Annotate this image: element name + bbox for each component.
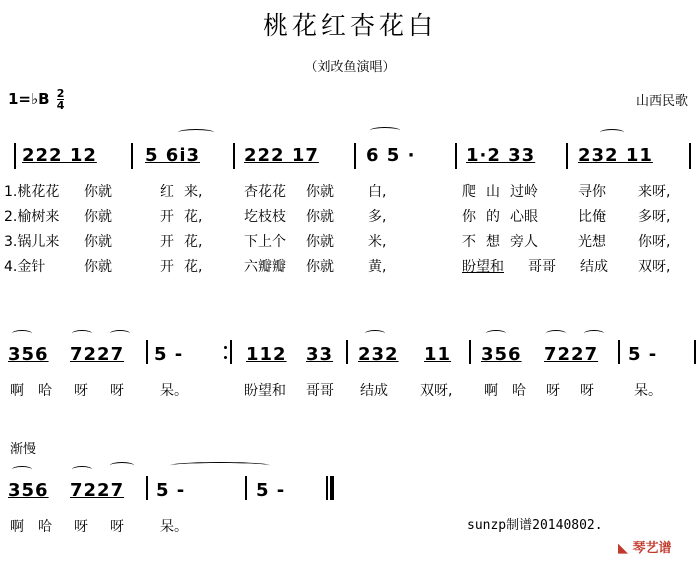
lyric-word: 你呀,: [638, 234, 671, 250]
measure-notes: 1·2 33: [466, 145, 536, 166]
performer-credit: （刘改鱼演唱）: [304, 60, 396, 75]
final-barline-thick: [330, 476, 334, 500]
lyric-word: 结成: [360, 383, 388, 399]
lyric-word: 多,: [368, 209, 387, 225]
barline: [233, 143, 235, 169]
barline: [469, 340, 471, 364]
lyric-word: 哈: [38, 383, 52, 399]
lyric-word: 3.锅儿来: [4, 234, 60, 250]
lyric-word: 你: [462, 209, 476, 225]
lyric-word: 4.金针: [4, 259, 46, 275]
lyric-word: 呀: [74, 519, 88, 535]
lyric-word: 旁人: [510, 234, 538, 250]
lyric-word: 的: [486, 209, 500, 225]
lyric-word: 白,: [368, 184, 387, 200]
lyric-word: 多呀,: [638, 209, 671, 225]
measure-notes: 5 -: [154, 344, 184, 365]
lyric-word: 光想: [578, 234, 606, 250]
barline: [146, 476, 148, 500]
lyric-word: 你就: [84, 259, 112, 275]
measure-notes: 11: [424, 344, 452, 365]
measure-notes: 5 -: [628, 344, 658, 365]
lyric-word: 过岭: [510, 184, 538, 200]
lyric-word: 你就: [306, 184, 334, 200]
lyric-word: 呆。: [634, 383, 662, 399]
lyric-word: 你就: [84, 209, 112, 225]
lyric-word: 呆。: [160, 383, 188, 399]
lyric-word: 呀: [74, 383, 88, 399]
lyric-word: 来呀,: [638, 184, 671, 200]
lyric-word: 2.榆树来: [4, 209, 60, 225]
lyric-word: 你就: [84, 184, 112, 200]
song-title: 桃花红杏花白: [262, 11, 437, 40]
lyric-word: 呀: [110, 519, 124, 535]
lyric-word: 下上个: [244, 234, 286, 250]
slur-mark: [584, 330, 604, 337]
measure-notes: 356: [481, 344, 522, 365]
slur-mark: [546, 330, 566, 337]
lyric-word: 结成: [580, 259, 608, 275]
barline: [455, 143, 457, 169]
song-origin: 山西民歌: [635, 94, 688, 109]
slur-mark: [110, 330, 130, 337]
site-logo: [618, 537, 672, 556]
time-top: 2: [56, 87, 65, 100]
barline: [346, 340, 348, 364]
barline: [14, 143, 16, 169]
lyric-word: 黄,: [368, 259, 387, 275]
slur-mark: [12, 330, 32, 337]
measure-notes: 356: [8, 344, 49, 365]
slur-mark: [370, 127, 400, 134]
lyric-word: 寻你: [578, 184, 606, 200]
barline: [689, 143, 691, 169]
measure-notes: 5 -: [256, 480, 286, 501]
lyric-word: 呀: [110, 383, 124, 399]
lyric-word: 想: [486, 234, 500, 250]
lyric-word: 哥哥: [528, 259, 556, 275]
measure-notes: 356: [8, 480, 49, 501]
lyric-word: 杏花花: [244, 184, 286, 200]
final-barline-thin: [326, 476, 328, 500]
lyric-word: 开: [160, 234, 174, 250]
measure-notes: 7227: [70, 344, 125, 365]
lyric-word: 圪枝枝: [244, 209, 286, 225]
measure-notes: 7227: [70, 480, 125, 501]
measure-notes: 232 11: [578, 145, 653, 166]
lyric-word: 呀: [580, 383, 594, 399]
slur-mark: [12, 466, 32, 473]
measure-notes: 222 17: [244, 145, 319, 166]
measure-notes: 232: [358, 344, 399, 365]
lyric-word: 花,: [184, 234, 203, 250]
lyric-word: 盼望和: [462, 259, 504, 275]
slur-mark: [72, 330, 92, 337]
measure-notes: 5 -: [156, 480, 186, 501]
slur-mark: [72, 466, 92, 473]
lyric-word: 开: [160, 259, 174, 275]
barline: [566, 143, 568, 169]
lyric-word: 比俺: [578, 209, 606, 225]
lyric-word: 山: [486, 184, 500, 200]
barline: [146, 340, 148, 364]
slur-mark: [600, 129, 624, 136]
slur-mark: [110, 462, 134, 469]
lyric-word: 心眼: [510, 209, 538, 225]
time-bottom: 4: [56, 99, 65, 112]
slur-mark: [486, 330, 506, 337]
slur-mark: [178, 129, 214, 136]
lyric-word: 你就: [306, 234, 334, 250]
lyric-word: 啊: [10, 519, 24, 535]
time-signature: [57, 88, 65, 111]
repeat-barline: [230, 340, 232, 364]
lyric-word: 啊: [10, 383, 24, 399]
lyric-word: 呀: [546, 383, 560, 399]
lyric-word: 不: [462, 234, 476, 250]
barline: [245, 476, 247, 500]
barline: [354, 143, 356, 169]
lyric-word: 呆。: [160, 519, 188, 535]
lyric-word: 双呀,: [420, 383, 453, 399]
lyric-word: 开: [160, 209, 174, 225]
lyric-word: 你就: [84, 234, 112, 250]
lyric-word: 爬: [462, 184, 476, 200]
lyric-word: 哈: [38, 519, 52, 535]
lyric-word: 1.桃花花: [4, 184, 60, 200]
measure-notes: 6 5 ·: [366, 145, 416, 166]
logo-icon: ◣: [618, 541, 633, 556]
lyric-word: 哥哥: [306, 383, 334, 399]
barline: [131, 143, 133, 169]
measure-notes: 7227: [544, 344, 599, 365]
lyric-word: 米,: [368, 234, 387, 250]
barline: [694, 340, 696, 364]
lyric-word: 你就: [306, 259, 334, 275]
lyric-word: 盼望和: [244, 383, 286, 399]
repeat-dot: [224, 356, 227, 359]
lyric-word: 花,: [184, 259, 203, 275]
key-signature: [8, 88, 64, 111]
lyric-word: 啊: [484, 383, 498, 399]
logo-text: 琴艺谱: [632, 541, 672, 556]
measure-notes: 33: [306, 344, 334, 365]
lyric-word: 六瓣瓣: [244, 259, 286, 275]
tie-mark: [170, 462, 270, 469]
measure-notes: 112: [246, 344, 287, 365]
key-label: 1=♭B: [8, 90, 50, 108]
repeat-dot: [224, 346, 227, 349]
lyric-word: 红: [160, 184, 174, 200]
lyric-word: 你就: [306, 209, 334, 225]
measure-notes: 5 6i3: [145, 145, 201, 166]
lyric-word: 来,: [184, 184, 203, 200]
slur-mark: [365, 330, 385, 337]
tempo-mark: 渐慢: [10, 442, 37, 457]
transcriber-credit: sunzp制谱20140802.: [467, 518, 603, 533]
barline: [618, 340, 620, 364]
lyric-word: 花,: [184, 209, 203, 225]
lyric-word: 哈: [512, 383, 526, 399]
measure-notes: 222 12: [22, 145, 97, 166]
lyric-word: 双呀,: [638, 259, 671, 275]
